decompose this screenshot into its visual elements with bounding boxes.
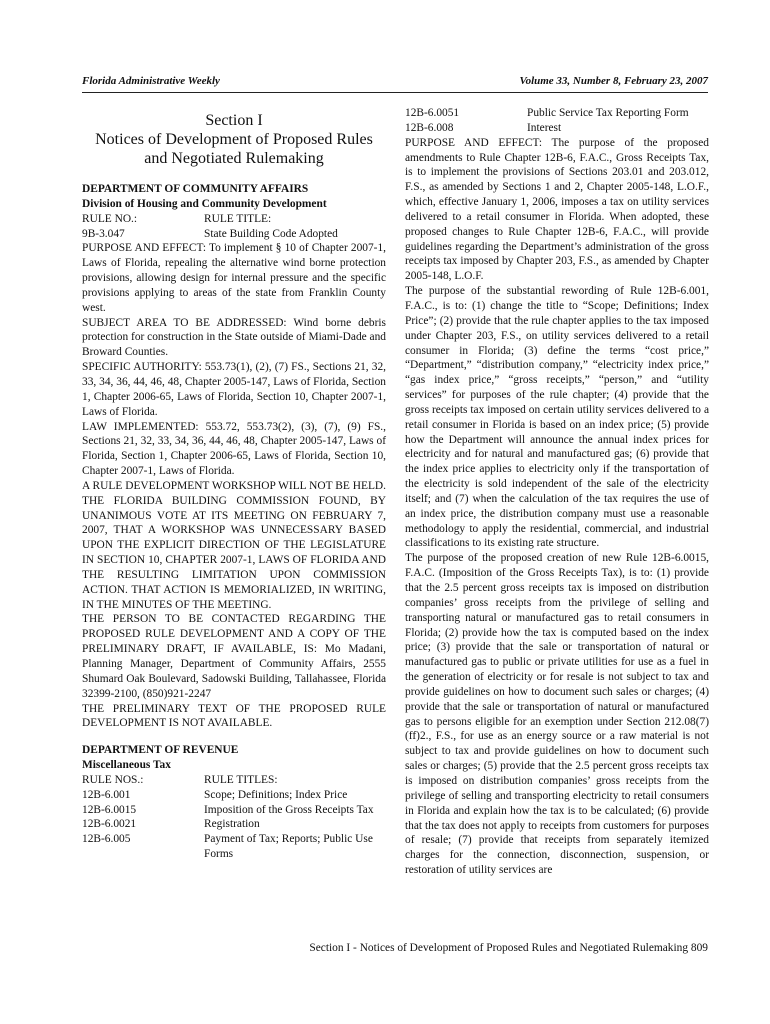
rule-row <box>82 227 386 242</box>
rule-no: 12B-6.005 <box>82 833 131 846</box>
rule-title: Public Service Tax Reporting Form <box>527 107 689 119</box>
purpose-paragraph: PURPOSE AND EFFECT: To implement § 10 of Chapter 2007-1, Laws of Florida, repealing the alternative wind borne protection provisions, allowing design for internal pressure and the specific provisions applying to areas of the state from Franklin County west. <box>82 242 386 314</box>
rule-header-row <box>82 773 386 788</box>
section-title-line: Section I <box>205 112 263 129</box>
header-divider <box>82 92 708 93</box>
rule-header-row <box>82 212 386 227</box>
rule-no-label: RULE NO.: <box>82 212 138 225</box>
authority-paragraph: SPECIFIC AUTHORITY: 553.73(1), (2), (7) FS., Sections 21, 32, 33, 34, 36, 44, 46, 48, Chapter 2005-147, Laws of Florida, Section 1, Chapter 2006-65, Laws of Florida, Section 10, Chapter 2007-1, Laws of Florida. <box>82 361 386 418</box>
page-footer: Section I - Notices of Development of Proposed Rules and Negotiated Rulemaking 809 <box>309 942 708 954</box>
section-title <box>82 111 386 168</box>
contact-paragraph: THE PERSON TO BE CONTACTED REGARDING THE PROPOSED RULE DEVELOPMENT AND A COPY OF THE PRELIMINARY DRAFT, IF AVAILABLE, IS: Mo Madani, Planning Manager, Department of Community Affairs, 2555 Shumard Oak Boulevard, Sadowski Building, Tallahassee, Florida 32399-2100, (850)921-2247 <box>82 613 386 700</box>
body-paragraph: The purpose of the proposed creation of new Rule 12B-6.0015, F.A.C. (Imposition of the Gross Receipts Tax), is to: (1) provide that the 2.5 percent gross receipts tax is imposed on distribution companies’ gross receipts from the privilege of selling and transporting natural or manufactured gas to retail consumers in Florida; (2) provide how the tax is computed based on the index price; (3) provide that the sale or transportation of natural or manufactured gas to public or private utilities for use as a fuel in the generation of electricity or for resale is not subject to tax and provide guidelines on how to document such sales or charges; (4) provide that the sale or transportation of natural or manufactured gas to persons eligible for an exemption under Section 212.08(7)(ff)2., F.S., for use as an energy source or a raw material is not subject to tax and provide guidelines on how to document such sales or charges; (5) provide that the 2.5 percent gross receipts tax is imposed on distribution companies’ gross receipts from the privilege of selling and transporting electricity to retail consumers in Florida and explain how the tax is to be calculated; (6) provide that the tax does not apply to receipts from customers for purposes of resale; (7) provide that receipts from separately itemized charges for the connection, disconnection, suspension, or restoration of utility services are <box>405 552 709 877</box>
agency-heading: DEPARTMENT OF COMMUNITY AFFAIRS <box>82 183 309 195</box>
rule-row <box>82 788 386 803</box>
rule-no: 12B-6.0051 <box>405 107 460 119</box>
rule-title: Imposition of the Gross Receipts Tax <box>204 803 374 816</box>
left-column <box>82 106 386 862</box>
section-title-line: and Negotiated Rulemaking <box>144 150 324 167</box>
body-paragraph: The purpose of the substantial rewording of Rule 12B-6.001, F.A.C., is to: (1) change the title to “Scope; Definitions; Index Price”; (2) provide that the rule chapter applies to the tax imposed under Chapter 203, F.S., on utility services delivered to a retail consumer in Florida; (3) define the terms “cost price,” “Department,” “distribution company,” “electricity index price,” “gas index price,” “gross receipts,” “person,” and “utility services” for purposes of the rule chapter; (4) provide that the gross receipts tax imposed on certain utility services delivered to a retail consumer in Florida is based on an index price; (5) provide how the Department will announce the annual index prices for electricity and for natural and manufactured gas; (6) provide that the index price applies to electricity only if the transportation of the electricity is sold independent of the sale of the electricity itself; and (7) when the calculation of the tax requires the use of an index price, the distribution company must use a reasonable methodology to apply the residential, commercial, and industrial classifications to its existing rate structure. <box>405 285 709 550</box>
publication-name: Florida Administrative Weekly <box>82 75 220 87</box>
rule-no: 12B-6.001 <box>82 788 131 801</box>
section-title-line: Notices of Development of Proposed Rules <box>95 131 373 148</box>
rule-title: State Building Code Adopted <box>204 227 338 240</box>
volume-info: Volume 33, Number 8, February 23, 2007 <box>519 75 708 87</box>
rule-title: Payment of Tax; Reports; Public Use Forms <box>204 833 373 861</box>
rule-row <box>405 121 709 136</box>
rule-title: Scope; Definitions; Index Price <box>204 788 348 801</box>
rule-row <box>82 817 386 832</box>
rule-no: 12B-6.008 <box>405 121 454 134</box>
rule-title-label: RULE TITLE: <box>204 212 272 225</box>
preliminary-paragraph: THE PRELIMINARY TEXT OF THE PROPOSED RULE DEVELOPMENT IS NOT AVAILABLE. <box>82 702 386 730</box>
agency-heading: DEPARTMENT OF REVENUE <box>82 744 239 757</box>
division-heading: Miscellaneous Tax <box>82 759 171 772</box>
rule-row <box>82 832 386 862</box>
law-paragraph: LAW IMPLEMENTED: 553.72, 553.73(2), (3), (7), (9) FS., Sections 21, 32, 33, 34, 36, 44, 46, 48, Chapter 2005-147, Laws of Florida, Section 1, Chapter 2006-65, Laws of Florida, Section 10, Chapter 2007-1, Laws of Florida. <box>82 420 386 478</box>
purpose-paragraph: PURPOSE AND EFFECT: The purpose of the proposed amendments to Rule Chapter 12B-6, F.A.C., Gross Receipts Tax, is to implement the provisions of Sections 203.01 and 203.012, F.S., as amended by Sections 1 and 2, Chapter 2005-148, L.O.F., which, effective January 1, 2006, imposes a tax on utility services delivered to a retail consumer in Florida. When adopted, these proposed changes to Rule Chapter 12B-6, F.A.C., will provide guidelines regarding the Department’s administration of the gross receipts tax imposed by Chapter 203, F.S., as amended by Chapter 2005-148, L.O.F. <box>405 136 709 283</box>
rule-no: 9B-3.047 <box>82 227 125 240</box>
rule-nos-label: RULE NOS.: <box>82 773 144 786</box>
rule-row <box>82 803 386 818</box>
subject-paragraph: SUBJECT AREA TO BE ADDRESSED: Wind borne debris protection for construction in the State outside of Miami-Dade and Broward Counties. <box>82 316 386 359</box>
rule-no: 12B-6.0021 <box>82 818 137 831</box>
rule-no: 12B-6.0015 <box>82 803 137 816</box>
workshop-paragraph: A RULE DEVELOPMENT WORKSHOP WILL NOT BE HELD. THE FLORIDA BUILDING COMMISSION FOUND, BY UNANIMOUS VOTE AT ITS MEETING ON FEBRUARY 7, 2007, THAT A WORKSHOP WAS UNNECESSARY BASED UPON THE EXPLICIT DIRECTION OF THE LEGISLATURE IN SECTION 10, CHAPTER 2007-1, LAWS OF FLORIDA AND THE RESULTING LIMITATION UPON COMMISSION ACTION. THAT ACTION IS MEMORIALIZED, IN WRITING, IN THE MINUTES OF THE MEETING. <box>82 479 386 611</box>
right-column <box>405 106 709 878</box>
running-header <box>82 75 708 89</box>
rule-title: Registration <box>204 818 260 831</box>
division-heading: Division of Housing and Community Development <box>82 197 327 210</box>
rule-title: Interest <box>527 121 562 134</box>
rule-row <box>405 106 709 121</box>
rule-titles-label: RULE TITLES: <box>204 773 278 786</box>
spacer <box>82 731 386 743</box>
